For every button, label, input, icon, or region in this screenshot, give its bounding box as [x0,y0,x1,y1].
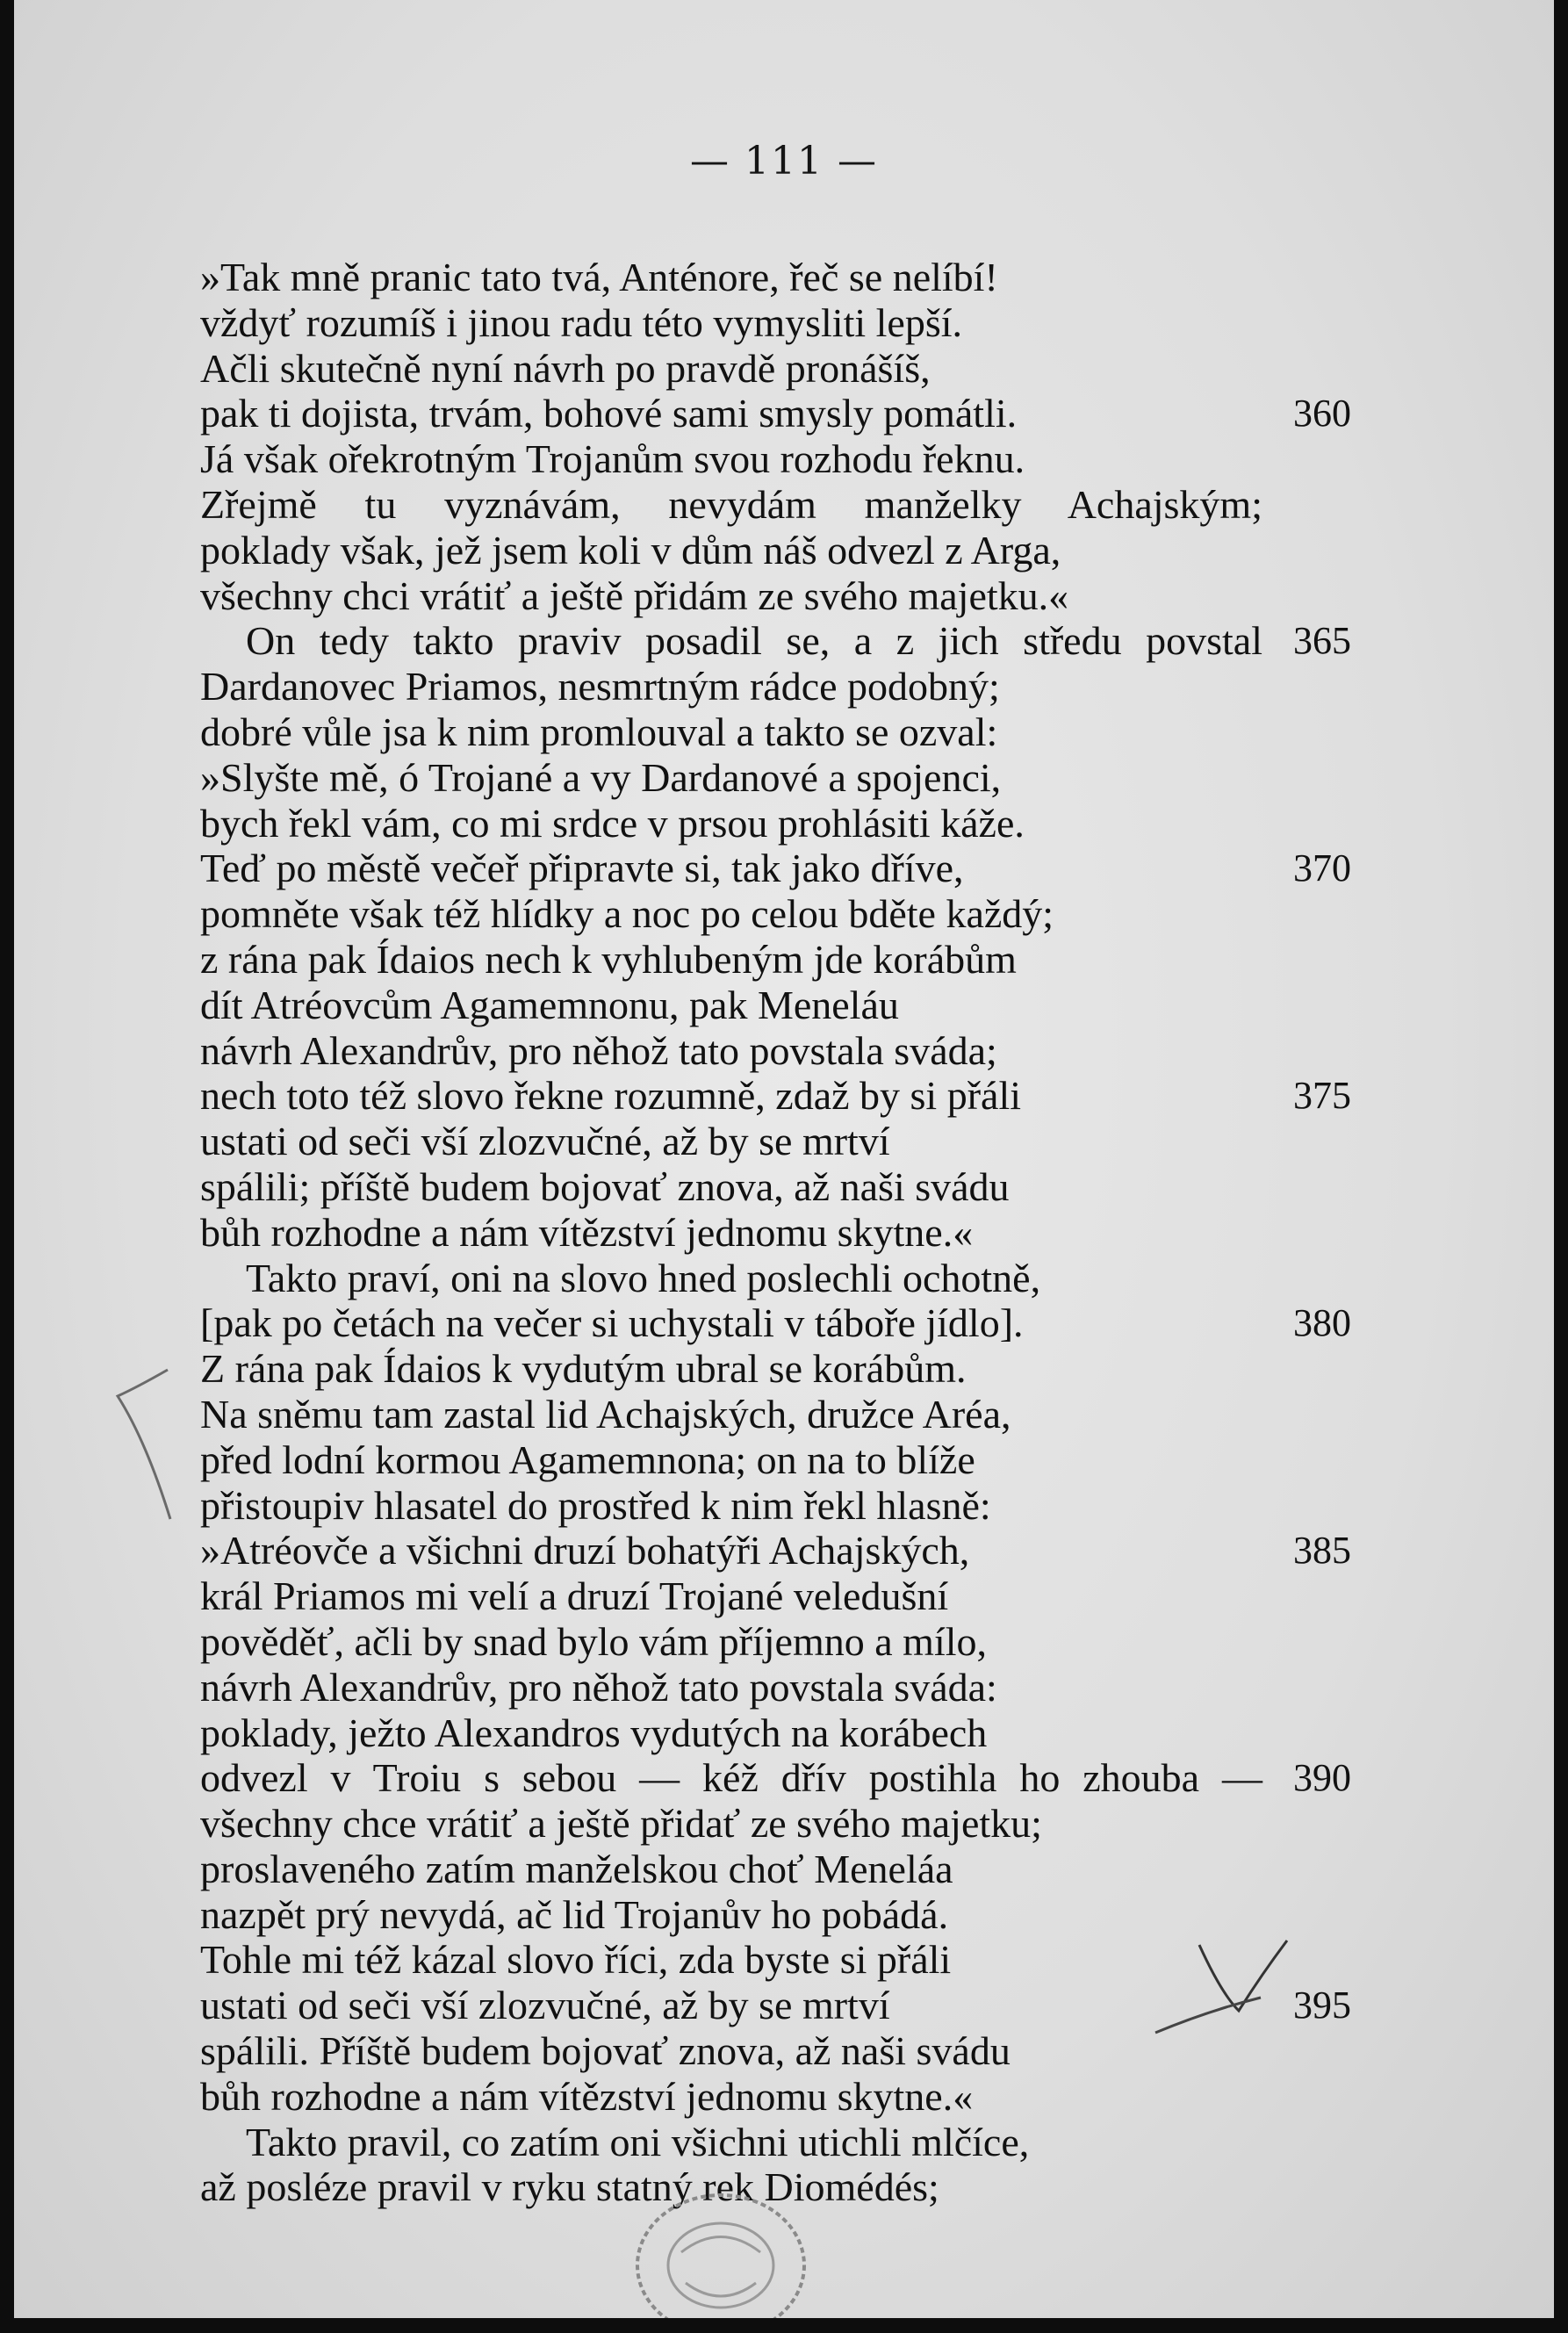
verse-line-text: Z rána pak Ídaios k vydutým ubral se korábům. [200,1346,967,1392]
verse-line [200,1665,1385,1710]
verse-line-text: ustati od seči vší zlozvučné, až by se mrtví [200,1119,890,1164]
verse-line [200,1528,1385,1573]
verse-line-text: Ačli skutečně nyní návrh po pravdě pronášíš, [200,345,931,391]
verse-line-text: dít Atréovcům Agamemnonu, pak Meneláu [200,982,899,1027]
verse-line [200,1392,1385,1437]
verse-line-text: [pak po četách na večer si uchystali v táboře jídlo]. [200,1300,1024,1346]
pencil-bracket-mark [118,1370,170,1519]
verse-line-text: až posléze pravil v ryku statný rek Diomédés; [200,2164,939,2210]
verse-line [200,1710,1385,1756]
verse-line-text: všechny chci vrátiť a ještě přidám ze svého majetku.« [200,572,1069,618]
verse-line-text: návrh Alexandrův, pro něhož tato povstala sváda; [200,1027,997,1073]
book-page [14,0,1554,2318]
verse-line [200,1437,1385,1483]
verse-line-text: Já však ořekrotným Trojanům svou rozhodu řeknu. [200,436,1025,482]
verse-line-text: bych řekl vám, co mi srdce v prsou prohlásiti káže. [200,800,1025,846]
verse-line-text: před lodní kormou Agamemnona; on na to blíže [200,1437,975,1482]
verse-line [200,1573,1385,1619]
verse-number: 370 [1293,846,1351,890]
verse-number: 375 [1293,1074,1351,1118]
verse-number: 395 [1293,1984,1351,2027]
verse-line [200,664,1385,709]
verse-line-text: všechny chce vrátiť a ještě přidať ze svého majetku; [200,1801,1042,1847]
verse-line [200,1346,1385,1392]
verse-line-text: pověděť, ačli by snad bylo vám příjemno a mílo, [200,1618,988,1664]
verse-line [200,528,1385,573]
verse-line-text: nazpět prý nevydá, ač lid Trojanův ho pobádá. [200,1891,949,1937]
verse-line [200,1119,1385,1164]
verse-line [200,1300,1385,1346]
verse-line-text: Takto praví, oni na slovo hned poslechli ochotně, [246,1255,1041,1300]
page-number: — 111 — [690,139,878,184]
verse-line [200,1937,1385,1983]
verse-line-text: ustati od seči vší zlozvučné, až by se mrtví [200,1983,890,2028]
verse-line [200,1073,1385,1119]
verse-line-text: přistoupiv hlasatel do prostřed k nim řekl hlasně: [200,1482,991,1528]
verse-line-text: proslaveného zatím manželskou choť Meneláa [200,1846,953,1891]
verse-line-text: dobré vůle jsa k nim promlouval a takto se ozval: [200,709,998,754]
verse-line-text: On tedy takto praviv posadil se, a z jich středu povstal [246,618,1262,664]
verse-line [200,1755,1385,1801]
verse-line [200,846,1385,891]
verse-line-text: Teď po městě večeř připravte si, tak jako dříve, [200,846,964,891]
verse-line [200,573,1385,619]
verse-line-text: spálili. Příště budem bojovať znova, až naši svádu [200,2028,1011,2074]
verse-line [200,1164,1385,1210]
poem-text [200,255,1385,2210]
verse-number: 385 [1293,1529,1351,1573]
verse-line-text: poklady však, jež jsem koli v dům náš odvezl z Arga, [200,527,1061,572]
verse-line [200,300,1385,346]
verse-number: 365 [1293,619,1351,663]
verse-line [200,755,1385,801]
verse-line [200,983,1385,1028]
verse-number: 380 [1293,1301,1351,1345]
library-stamp [620,2169,822,2318]
verse-line-text: návrh Alexandrův, pro něhož tato povstala sváda: [200,1664,997,1710]
verse-line-text: Tohle mi též kázal slovo říci, zda byste si přáli [200,1937,952,1983]
verse-line [200,801,1385,846]
verse-line [200,482,1385,528]
verse-line-text: »Slyšte mě, ó Trojané a vy Dardanové a spojenci, [200,754,1002,800]
verse-line [200,2120,1385,2165]
verse-line [200,891,1385,937]
verse-line-text: bůh rozhodne a nám vítězství jednomu skytne.« [200,2073,974,2119]
verse-line [200,709,1385,755]
verse-line-text: odvezl v Troiu s sebou — kéž dřív postihla ho zhouba — [200,1755,1262,1801]
verse-line-text: nech toto též slovo řekne rozumně, zdaž by si přáli [200,1073,1022,1119]
verse-line [200,1619,1385,1665]
verse-line-text: pak ti dojista, trvám, bohové sami smysly pomátli. [200,391,1018,436]
verse-line-text: spálili; příště budem bojovať znova, až naši svádu [200,1163,1010,1209]
verse-line-text: Takto pravil, co zatím oni všichni utichli mlčíce, [246,2119,1030,2164]
verse-line-text: »Atréovče a všichni druzí bohatýři Achajských, [200,1528,970,1573]
verse-line [200,2028,1385,2074]
verse-line-text: vždyť rozumíš i jinou radu této vymysliti lepší. [200,299,963,345]
verse-line [200,1847,1385,1892]
verse-line [200,1256,1385,1301]
verse-line [200,391,1385,436]
verse-line [200,255,1385,300]
verse-line [200,618,1385,664]
verse-line-text: Dardanovec Priamos, nesmrtným rádce podobný; [200,664,1000,709]
verse-line [200,937,1385,983]
verse-line-text: poklady, ježto Alexandros vydutých na korábech [200,1710,988,1755]
verse-line-text: pomněte však též hlídky a noc po celou bděte každý; [200,891,1054,937]
verse-line-text: král Priamos mi velí a druzí Trojané veledušní [200,1573,949,1619]
verse-line-text: z rána pak Ídaios nech k vyhlubeným jde korábům [200,936,1017,982]
verse-line [200,1892,1385,1938]
verse-line [200,1210,1385,1256]
verse-line [200,1483,1385,1529]
verse-line-text: Zřejmě tu vyznávám, nevydám manželky Achajským; [200,481,1262,527]
verse-line-text: »Tak mně pranic tato tvá, Anténore, řeč se nelíbí! [200,255,998,299]
verse-line [200,1801,1385,1847]
verse-line-text: bůh rozhodne a nám vítězství jednomu skytne.« [200,1209,974,1255]
verse-number: 390 [1293,1756,1351,1800]
verse-number: 360 [1293,392,1351,436]
verse-line [200,1028,1385,1074]
verse-line [200,346,1385,392]
verse-line [200,1983,1385,2028]
verse-line-text: Na sněmu tam zastal lid Achajských, družce Aréa, [200,1391,1011,1437]
verse-line [200,436,1385,482]
verse-line [200,2074,1385,2120]
